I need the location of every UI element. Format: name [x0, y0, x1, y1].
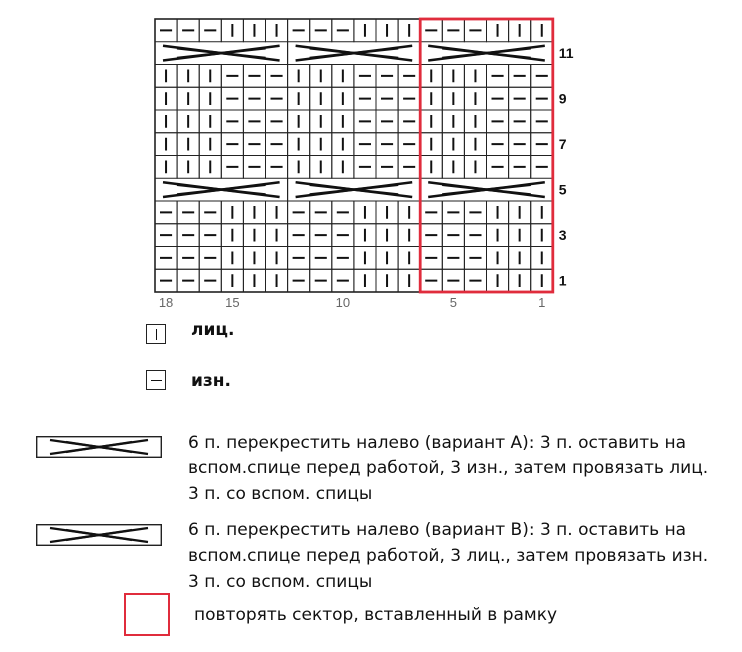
column-number: 1: [538, 295, 546, 310]
cable-b-line-1: 6 п. перекрестить налево (вариант В): 3 п. оставить на: [188, 520, 687, 540]
row-number: 9: [558, 90, 567, 107]
repeat-frame-icon: [124, 593, 170, 636]
column-number: 15: [225, 295, 240, 310]
row-number: 7: [558, 136, 567, 153]
column-number: 18: [158, 295, 174, 310]
cable-left-a-icon: [36, 436, 162, 458]
cable-a-line-3: 3 п. со вспом. спицы: [188, 484, 373, 504]
row-number: 11: [558, 45, 574, 62]
row-number: 3: [558, 227, 567, 244]
purl-stitch-icon: [146, 370, 166, 390]
knit-legend-label: лиц.: [191, 320, 235, 340]
column-number: 5: [449, 295, 457, 310]
cable-b-line-3: 3 п. со вспом. спицы: [188, 572, 373, 592]
row-number: 5: [558, 181, 567, 198]
cable-a-line-2: вспом.спице перед работой, 3 изн., затем провязать лиц.: [188, 458, 709, 478]
column-number: 10: [335, 295, 351, 310]
knit-stitch-icon: [146, 324, 166, 344]
cable-b-line-2: вспом.спице перед работой, 3 лиц., затем провязать изн.: [188, 546, 709, 566]
cable-left-b-icon: [36, 524, 162, 546]
cable-a-line-1: 6 п. перекрестить налево (вариант А): 3 п. оставить на: [188, 433, 687, 453]
purl-legend-label: изн.: [191, 371, 231, 391]
repeat-legend-label: повторять сектор, вставленный в рамку: [194, 605, 558, 625]
row-number: 1: [558, 272, 567, 289]
